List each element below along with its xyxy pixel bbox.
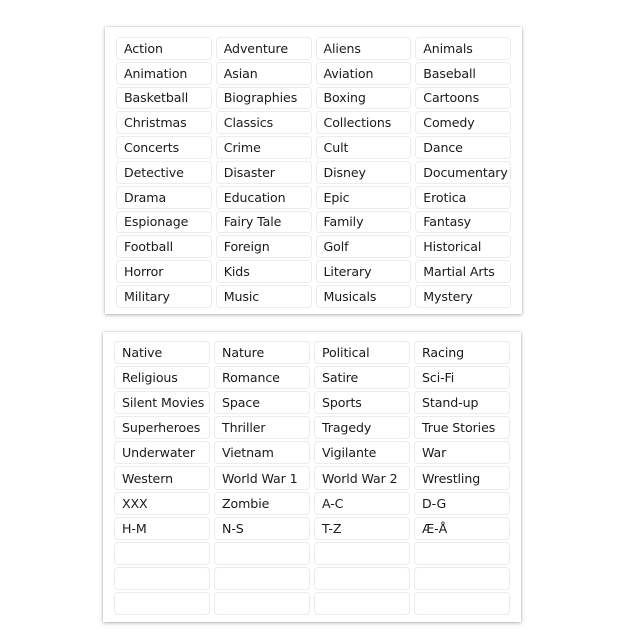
genre-label-action: Action [116, 37, 212, 60]
genre-label-cult: Cult [316, 136, 412, 159]
genre-label-xxx: XXX [114, 492, 210, 515]
genre-label-espionage: Espionage [116, 211, 212, 234]
genre-label-world-war-2: World War 2 [314, 466, 410, 489]
genre-label-education: Education [216, 186, 312, 209]
genre-label-western: Western [114, 466, 210, 489]
genre-label-blank [414, 542, 510, 565]
genre-label-zombie: Zombie [214, 492, 310, 515]
genre-label-n-s: N-S [214, 517, 310, 540]
genre-label-animals: Animals [415, 37, 511, 60]
genre-label-blank [214, 542, 310, 565]
genre-label-cartoons: Cartoons [415, 87, 511, 110]
genre-label-superheroes: Superheroes [114, 416, 210, 439]
genre-label-underwater: Underwater [114, 441, 210, 464]
genre-label-adventure: Adventure [216, 37, 312, 60]
genre-label-military: Military [116, 285, 212, 308]
genre-label-biographies: Biographies [216, 87, 312, 110]
genre-label-blank [314, 567, 410, 590]
genre-label-disney: Disney [316, 161, 412, 184]
genre-label-h-m: H-M [114, 517, 210, 540]
genre-label-political: Political [314, 341, 410, 364]
genre-label-music: Music [216, 285, 312, 308]
genre-label-blank [114, 592, 210, 615]
genre-label-kids: Kids [216, 260, 312, 283]
genre-label-stand-up: Stand-up [414, 391, 510, 414]
genre-label-true-stories: True Stories [414, 416, 510, 439]
genre-label-silent-movies: Silent Movies [114, 391, 210, 414]
label-sheet-2 [103, 332, 521, 622]
genre-label-mystery: Mystery [415, 285, 511, 308]
label-grid-1 [114, 36, 513, 309]
genre-label-a-c: A-C [314, 492, 410, 515]
genre-label-horror: Horror [116, 260, 212, 283]
genre-label-concerts: Concerts [116, 136, 212, 159]
genre-label-blank [414, 592, 510, 615]
genre-label-detective: Detective [116, 161, 212, 184]
genre-label-aviation: Aviation [316, 62, 412, 85]
label-sheet-1 [105, 27, 522, 314]
genre-label-vietnam: Vietnam [214, 441, 310, 464]
genre-label-romance: Romance [214, 366, 310, 389]
genre-label-sports: Sports [314, 391, 410, 414]
genre-label-animation: Animation [116, 62, 212, 85]
genre-label-nature: Nature [214, 341, 310, 364]
genre-label-collections: Collections [316, 111, 412, 134]
genre-label-aliens: Aliens [316, 37, 412, 60]
genre-label-epic: Epic [316, 186, 412, 209]
genre-label-drama: Drama [116, 186, 212, 209]
genre-label-foreign: Foreign [216, 235, 312, 258]
genre-label-classics: Classics [216, 111, 312, 134]
genre-label-blank [114, 567, 210, 590]
genre-label-basketball: Basketball [116, 87, 212, 110]
genre-label-crime: Crime [216, 136, 312, 159]
genre-label-asian: Asian [216, 62, 312, 85]
genre-label-sci-fi: Sci-Fi [414, 366, 510, 389]
genre-label-blank [314, 592, 410, 615]
genre-label-erotica: Erotica [415, 186, 511, 209]
genre-label-golf: Golf [316, 235, 412, 258]
genre-label-blank [214, 567, 310, 590]
genre-label-vigilante: Vigilante [314, 441, 410, 464]
genre-label-d-g: D-G [414, 492, 510, 515]
genre-label-comedy: Comedy [415, 111, 511, 134]
genre-label-war: War [414, 441, 510, 464]
genre-label-blank [414, 567, 510, 590]
genre-label-wrestling: Wrestling [414, 466, 510, 489]
genre-label-satire: Satire [314, 366, 410, 389]
genre-label-martial-arts: Martial Arts [415, 260, 511, 283]
genre-label-blank [114, 542, 210, 565]
genre-label-space: Space [214, 391, 310, 414]
genre-label-boxing: Boxing [316, 87, 412, 110]
genre-label-blank [314, 542, 410, 565]
genre-label-historical: Historical [415, 235, 511, 258]
label-grid-2 [112, 340, 512, 616]
genre-label-football: Football [116, 235, 212, 258]
genre-label-documentary: Documentary [415, 161, 511, 184]
genre-label-baseball: Baseball [415, 62, 511, 85]
genre-label-racing: Racing [414, 341, 510, 364]
genre-label-world-war-1: World War 1 [214, 466, 310, 489]
genre-label-native: Native [114, 341, 210, 364]
genre-label-blank [214, 592, 310, 615]
genre-label-fairy-tale: Fairy Tale [216, 211, 312, 234]
genre-label-disaster: Disaster [216, 161, 312, 184]
genre-label-thriller: Thriller [214, 416, 310, 439]
genre-label-t-z: T-Z [314, 517, 410, 540]
genre-label-family: Family [316, 211, 412, 234]
genre-label-christmas: Christmas [116, 111, 212, 134]
genre-label-dance: Dance [415, 136, 511, 159]
genre-label-tragedy: Tragedy [314, 416, 410, 439]
genre-label-religious: Religious [114, 366, 210, 389]
genre-label-literary: Literary [316, 260, 412, 283]
genre-label-fantasy: Fantasy [415, 211, 511, 234]
genre-label-æ-å: Æ-Å [414, 517, 510, 540]
genre-label-musicals: Musicals [316, 285, 412, 308]
